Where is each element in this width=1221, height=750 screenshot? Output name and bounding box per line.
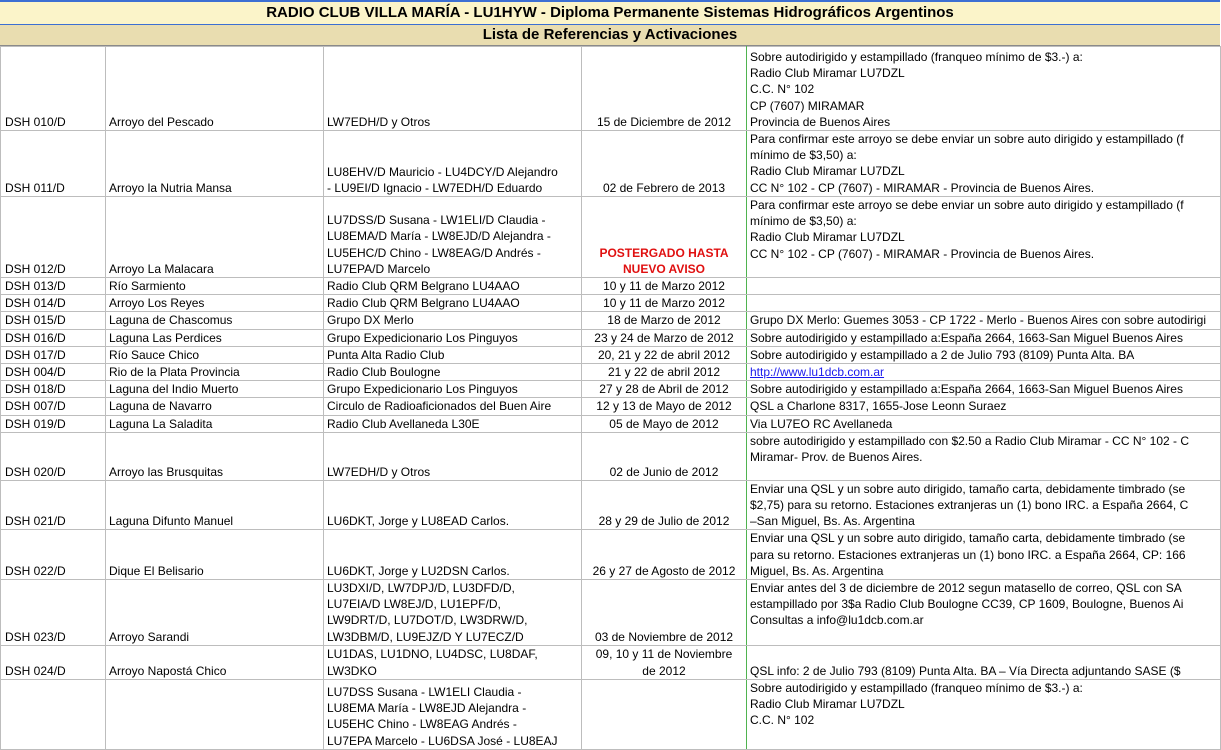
operators-line: Grupo Expedicionario Los Pinguyos — [327, 382, 518, 397]
water-name-cell[interactable]: Arroyo La Malacara — [106, 197, 324, 278]
operators-line: - LU9EI/D Ignacio - LW7EDH/D Eduardo — [327, 180, 543, 195]
operators-cell[interactable] — [324, 47, 582, 131]
operators-line: LU8EHV/D Mauricio - LU4DCY/D Alejandro — [327, 164, 558, 179]
reference-cell[interactable]: DSH 012/D — [1, 197, 106, 278]
table-row — [1, 480, 1221, 530]
operators-line: Grupo DX Merlo — [327, 313, 414, 328]
reference-cell[interactable]: DSH 010/D — [1, 47, 106, 131]
reference-cell[interactable] — [1, 679, 106, 749]
operators-cell[interactable] — [324, 278, 582, 295]
notes-line: Enviar una QSL y un sobre auto dirigido, tamaño carta, debidamente timbrado (se — [750, 531, 1186, 546]
qsl-info-cell[interactable] — [747, 197, 1221, 278]
table-row — [1, 381, 1221, 398]
water-name-cell[interactable]: Río Sauce Chico — [106, 346, 324, 363]
date-line: 26 y 27 de Agosto de 2012 — [592, 563, 736, 578]
notes-line: Miramar- Prov. de Buenos Aires. — [750, 450, 923, 465]
notes-line: Sobre autodirigido y estampillado a:España 2664, 1663-San Miguel Buenos Aires — [750, 330, 1183, 345]
notes-line: Miguel, Bs. As. Argentina — [750, 563, 884, 578]
operators-line: LU1DAS, LU1DNO, LU4DSC, LU8DAF, — [327, 647, 538, 662]
postponed-status-line: POSTERGADO HASTA — [599, 245, 729, 260]
reference-cell[interactable]: DSH 021/D — [1, 480, 106, 530]
table-row — [1, 346, 1221, 363]
notes-line: $2,75) para su retorno. Estaciones extranjeras un (1) bono IRC. a España 2664, C — [750, 498, 1189, 513]
qsl-info-cell[interactable] — [747, 364, 1221, 381]
notes-line: –San Miguel, Bs. As. Argentina — [750, 514, 915, 529]
operators-line: Radio Club QRM Belgrano LU4AAO — [327, 296, 520, 311]
qsl-info-cell[interactable] — [747, 381, 1221, 398]
activation-date-cell[interactable] — [582, 580, 747, 646]
operators-cell[interactable] — [324, 131, 582, 197]
water-name-cell[interactable]: Laguna La Saladita — [106, 415, 324, 432]
notes-line: Radio Club Miramar LU7DZL — [750, 697, 905, 712]
table-row — [1, 645, 1221, 679]
reference-cell[interactable]: DSH 007/D — [1, 398, 106, 415]
qsl-info-cell[interactable] — [747, 432, 1221, 480]
notes-line: Sobre autodirigido y estampillado (franqueo mínimo de $3.-) a: — [750, 680, 1083, 695]
operators-line: LU8EMA María - LW8EJD Alejandra - — [327, 701, 527, 716]
date-line: 28 y 29 de Julio de 2012 — [598, 514, 730, 529]
operators-cell[interactable] — [324, 480, 582, 530]
notes-line: Sobre autodirigido y estampillado a 2 de Julio 793 (8109) Punta Alta. BA — [750, 347, 1135, 362]
postponed-status-line: NUEVO AVISO — [622, 261, 705, 276]
operators-line: Radio Club Avellaneda L30E — [327, 416, 480, 431]
qsl-info-cell[interactable] — [747, 278, 1221, 295]
qsl-info-cell[interactable] — [747, 645, 1221, 679]
operators-line: Punta Alta Radio Club — [327, 347, 445, 362]
water-name-cell[interactable] — [106, 679, 324, 749]
operators-line: Radio Club Boulogne — [327, 365, 441, 380]
operators-line: LW7EDH/D y Otros — [327, 114, 431, 129]
notes-line: Provincia de Buenos Aires — [750, 114, 891, 129]
operators-cell[interactable] — [324, 580, 582, 646]
date-line: 02 de Junio de 2012 — [609, 464, 719, 479]
date-line: 10 y 11 de Marzo 2012 — [603, 296, 725, 311]
date-line: 09, 10 y 11 de Noviembre — [595, 647, 733, 662]
table-row — [1, 312, 1221, 329]
table-row — [1, 47, 1221, 131]
table-row — [1, 432, 1221, 480]
water-name-cell[interactable]: Laguna Las Perdices — [106, 329, 324, 346]
qsl-info-cell[interactable] — [747, 47, 1221, 131]
operators-line: LU8EMA/D María - LW8EJD/D Alejandra - — [327, 229, 551, 244]
reference-cell[interactable]: DSH 016/D — [1, 329, 106, 346]
operators-line: Circulo de Radioaficionados del Buen Aire — [327, 399, 552, 414]
qsl-info-cell[interactable] — [747, 131, 1221, 197]
qsl-info-cell[interactable] — [747, 312, 1221, 329]
date-line: 02 de Febrero de 2013 — [602, 180, 726, 195]
sheet-subtitle[interactable]: Lista de Referencias y Activaciones — [0, 25, 1220, 46]
date-line: 12 y 13 de Mayo de 2012 — [596, 399, 732, 414]
water-name-cell[interactable]: Arroyo las Brusquitas — [106, 432, 324, 480]
operators-line: LU7DSS Susana - LW1ELI Claudia - — [327, 685, 522, 700]
water-name-cell[interactable]: Laguna del Indio Muerto — [106, 381, 324, 398]
operators-line: LU5EHC Chino - LW8EAG Andrés - — [327, 717, 517, 732]
table-row — [1, 580, 1221, 646]
operators-line: LU6DKT, Jorge y LU8EAD Carlos. — [327, 514, 510, 529]
water-name-cell[interactable]: Rio de la Plata Provincia — [106, 364, 324, 381]
reference-cell[interactable]: DSH 020/D — [1, 432, 106, 480]
reference-cell[interactable]: DSH 018/D — [1, 381, 106, 398]
operators-cell[interactable] — [324, 530, 582, 580]
activation-date-cell[interactable] — [582, 312, 747, 329]
date-line: 15 de Diciembre de 2012 — [596, 114, 732, 129]
activation-date-cell[interactable] — [582, 398, 747, 415]
date-line: 27 y 28 de Abril de 2012 — [599, 382, 729, 397]
notes-line: QSL a Charlone 8317, 1655-Jose Leonn Suraez — [750, 399, 1007, 414]
operators-line: LU7EPA Marcelo - LU6DSA José - LU8EAJ — [327, 733, 558, 748]
date-line: 10 y 11 de Marzo 2012 — [603, 279, 725, 293]
date-line: 23 y 24 de Marzo de 2012 — [594, 330, 734, 345]
notes-line: Enviar antes del 3 de diciembre de 2012 segun matasello de correo, QSL con SA — [750, 581, 1182, 596]
activation-date-cell[interactable] — [582, 415, 747, 432]
notes-line: Enviar una QSL y un sobre auto dirigido, tamaño carta, debidamente timbrado (se — [750, 481, 1186, 496]
notes-line: C.C. N° 102 — [750, 82, 815, 97]
operators-cell[interactable] — [324, 346, 582, 363]
water-name-cell[interactable]: Arroyo la Nutria Mansa — [106, 131, 324, 197]
qsl-info-cell[interactable] — [747, 580, 1221, 646]
reference-cell[interactable]: DSH 011/D — [1, 131, 106, 197]
table-row — [1, 679, 1221, 749]
operators-line: LU7EIA/D LW8EJ/D, LU1EPF/D, — [327, 597, 501, 612]
date-line: 05 de Mayo de 2012 — [609, 416, 719, 431]
notes-line: Sobre autodirigido y estampillado a:España 2664, 1663-San Miguel Buenos Aires — [750, 382, 1183, 397]
table-row — [1, 295, 1221, 312]
notes-line: CC N° 102 - CP (7607) - MIRAMAR - Provincia de Buenos Aires. — [750, 246, 1095, 261]
table-row — [1, 364, 1221, 381]
notes-line: Radio Club Miramar LU7DZL — [750, 164, 905, 179]
operators-cell[interactable] — [324, 679, 582, 749]
water-name-cell[interactable]: Arroyo Los Reyes — [106, 295, 324, 312]
qsl-info-cell[interactable] — [747, 295, 1221, 312]
operators-cell[interactable] — [324, 415, 582, 432]
notes-line: Para confirmar este arroyo se debe enviar un sobre auto dirigido y estampillado (f — [750, 132, 1184, 146]
operators-cell[interactable] — [324, 381, 582, 398]
operators-cell[interactable] — [324, 645, 582, 679]
references-table-body — [1, 47, 1221, 750]
notes-line: C.C. N° 102 — [750, 713, 815, 728]
activation-date-cell[interactable] — [582, 346, 747, 363]
table-row — [1, 530, 1221, 580]
notes-line: CP (7607) MIRAMAR — [750, 98, 865, 113]
activation-date-cell[interactable] — [582, 131, 747, 197]
operators-cell[interactable] — [324, 312, 582, 329]
activation-date-cell[interactable] — [582, 645, 747, 679]
operators-line: LU6DKT, Jorge y LU2DSN Carlos. — [327, 563, 510, 578]
water-name-cell[interactable]: Laguna de Chascomus — [106, 312, 324, 329]
operators-line: LU7DSS/D Susana - LW1ELI/D Claudia - — [327, 213, 546, 228]
date-line: 03 de Noviembre de 2012 — [594, 629, 734, 644]
operators-cell[interactable] — [324, 329, 582, 346]
activation-date-cell[interactable] — [582, 295, 747, 312]
website-link[interactable]: http://www.lu1dcb.com.ar — [750, 365, 885, 380]
reference-cell[interactable]: DSH 004/D — [1, 364, 106, 381]
notes-line: para su retorno. Estaciones extranjeras un (1) bono IRC. a España 2664, CP: 166 — [750, 547, 1186, 562]
notes-line: estampillado por 3$a Radio Club Boulogne CC39, CP 1609, Boulogne, Buenos Ai — [750, 597, 1184, 612]
qsl-info-cell[interactable] — [747, 329, 1221, 346]
activation-date-cell[interactable] — [582, 197, 747, 278]
operators-line: LU3DXI/D, LW7DPJ/D, LU3DFD/D, — [327, 581, 515, 596]
operators-line: LW3DKO — [327, 663, 377, 678]
table-row — [1, 197, 1221, 278]
notes-line: Consultas a info@lu1dcb.com.ar — [750, 613, 924, 628]
operators-line: LW9DRT/D, LU7DOT/D, LW3DRW/D, — [327, 613, 528, 628]
activation-date-cell[interactable] — [582, 329, 747, 346]
operators-line: Radio Club QRM Belgrano LU4AAO — [327, 279, 520, 293]
operators-cell[interactable] — [324, 432, 582, 480]
reference-cell[interactable]: DSH 022/D — [1, 530, 106, 580]
operators-cell[interactable] — [324, 295, 582, 312]
activation-date-cell[interactable] — [582, 530, 747, 580]
reference-cell[interactable]: DSH 013/D — [1, 278, 106, 295]
operators-line: LW7EDH/D y Otros — [327, 464, 431, 479]
activation-date-cell[interactable] — [582, 47, 747, 131]
operators-line: LU5EHC/D Chino - LW8EAG/D Andrés - — [327, 245, 541, 260]
date-line: 20, 21 y 22 de abril 2012 — [597, 347, 731, 362]
notes-line: Grupo DX Merlo: Guemes 3053 - CP 1722 - Merlo - Buenos Aires con sobre autodirigi — [750, 313, 1206, 328]
qsl-info-cell[interactable] — [747, 415, 1221, 432]
notes-line: QSL info: 2 de Julio 793 (8109) Punta Alta. BA – Vía Directa adjuntando SASE ($ — [750, 663, 1181, 678]
activation-date-cell[interactable] — [582, 432, 747, 480]
reference-cell[interactable]: DSH 017/D — [1, 346, 106, 363]
reference-cell[interactable]: DSH 019/D — [1, 415, 106, 432]
notes-line: mínimo de $3,50) a: — [750, 148, 857, 163]
water-name-cell[interactable]: Laguna Difunto Manuel — [106, 480, 324, 530]
activation-date-cell[interactable] — [582, 381, 747, 398]
activation-date-cell[interactable] — [582, 278, 747, 295]
qsl-info-cell[interactable] — [747, 398, 1221, 415]
qsl-info-cell[interactable] — [747, 530, 1221, 580]
table-row — [1, 415, 1221, 432]
date-line: 18 de Marzo de 2012 — [607, 313, 721, 328]
reference-cell[interactable]: DSH 015/D — [1, 312, 106, 329]
notes-line: Radio Club Miramar LU7DZL — [750, 66, 905, 81]
sheet-title[interactable]: RADIO CLUB VILLA MARÍA - LU1HYW - Diploma Permanente Sistemas Hidrográficos Argentinos — [0, 0, 1220, 25]
operators-line: LU7EPA/D Marcelo — [327, 261, 431, 276]
operators-cell[interactable] — [324, 197, 582, 278]
qsl-info-cell[interactable] — [747, 679, 1221, 749]
reference-cell[interactable]: DSH 024/D — [1, 645, 106, 679]
notes-line: Sobre autodirigido y estampillado (franqueo mínimo de $3.-) a: — [750, 49, 1083, 64]
water-name-cell[interactable]: Arroyo Napostá Chico — [106, 645, 324, 679]
water-name-cell[interactable]: Arroyo del Pescado — [106, 47, 324, 131]
reference-cell[interactable]: DSH 014/D — [1, 295, 106, 312]
table-row — [1, 398, 1221, 415]
water-name-cell[interactable]: Laguna de Navarro — [106, 398, 324, 415]
water-name-cell[interactable]: Río Sarmiento — [106, 278, 324, 295]
qsl-info-cell[interactable] — [747, 480, 1221, 530]
notes-line: Via LU7EO RC Avellaneda — [750, 416, 893, 431]
date-line: 21 y 22 de abril 2012 — [607, 365, 721, 380]
notes-line: mínimo de $3,50) a: — [750, 214, 857, 229]
table-row — [1, 131, 1221, 197]
activation-date-cell[interactable] — [582, 364, 747, 381]
activation-date-cell[interactable] — [582, 480, 747, 530]
reference-cell[interactable]: DSH 023/D — [1, 580, 106, 646]
references-table — [0, 46, 1221, 750]
operators-line: LW3DBM/D, LU9EJZ/D Y LU7ECZ/D — [327, 629, 524, 644]
notes-line: Radio Club Miramar LU7DZL — [750, 230, 905, 245]
operators-cell[interactable] — [324, 364, 582, 381]
water-name-cell[interactable]: Arroyo Sarandi — [106, 580, 324, 646]
qsl-info-cell[interactable] — [747, 346, 1221, 363]
notes-line: sobre autodirigido y estampillado con $2.50 a Radio Club Miramar - CC N° 102 - C — [750, 433, 1190, 448]
notes-line: CC N° 102 - CP (7607) - MIRAMAR - Provincia de Buenos Aires. — [750, 180, 1095, 195]
activation-date-cell[interactable] — [582, 679, 747, 749]
water-name-cell[interactable]: Dique El Belisario — [106, 530, 324, 580]
operators-line: Grupo Expedicionario Los Pinguyos — [327, 330, 518, 345]
notes-line: Para confirmar este arroyo se debe enviar un sobre auto dirigido y estampillado (f — [750, 198, 1184, 212]
table-row — [1, 278, 1221, 295]
operators-cell[interactable] — [324, 398, 582, 415]
table-row — [1, 329, 1221, 346]
date-line: de 2012 — [642, 663, 686, 678]
